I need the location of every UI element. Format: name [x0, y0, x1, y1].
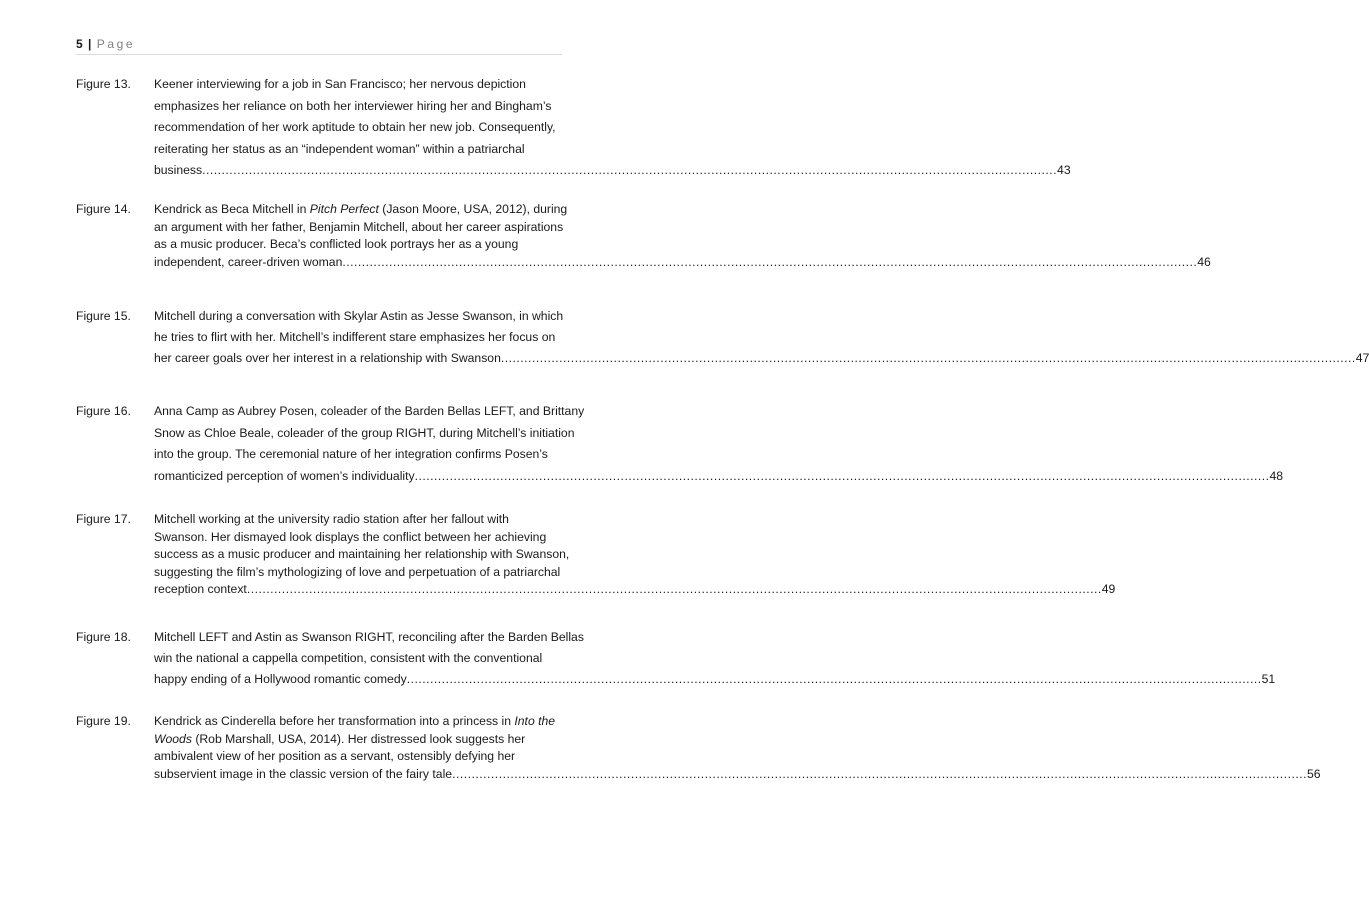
caption-line — [154, 529, 564, 547]
page-reference: 56 — [1307, 766, 1321, 781]
page-reference: 51 — [1261, 672, 1276, 686]
caption-line — [154, 766, 1321, 784]
page-reference: 49 — [1101, 582, 1116, 596]
caption-line — [154, 117, 564, 139]
caption-text: he tries to flirt with her. Mitchell’s indifferent stare emphasizes her focus on — [154, 330, 556, 344]
dot-leader: ............................................................................................................................................................................................................................ — [406, 672, 1262, 686]
caption-line — [154, 160, 1071, 182]
dot-leader: ............................................................................................................................................................................................................................ — [500, 351, 1356, 365]
caption-text: Mitchell LEFT and Astin as Swanson RIGHT, reconciling after the Barden Bellas — [154, 630, 584, 644]
caption-text: reception context — [154, 582, 247, 596]
page-reference: 46 — [1197, 254, 1211, 269]
caption-text: ambivalent view of her position as a servant, ostensibly defying her — [154, 749, 516, 763]
figure-entry — [76, 306, 1369, 369]
caption-text: independent, career-driven woman — [154, 254, 343, 269]
dot-leader: ............................................................................................................................................................................................................................ — [202, 163, 1058, 177]
caption-line — [154, 466, 1284, 488]
caption-text: Snow as Chloe Beale, coleader of the group RIGHT, during Mitchell’s initiation — [154, 425, 575, 440]
figure-label: Figure 13. — [76, 77, 131, 91]
caption-line — [154, 401, 585, 423]
dot-leader: ............................................................................................................................................................................................................................ — [452, 766, 1307, 781]
caption-text: subservient image in the classic version of the fairy tale — [154, 766, 453, 781]
caption-text: Swanson. Her dismayed look displays the conflict between her achieving — [154, 529, 547, 544]
caption-line — [154, 444, 564, 466]
figure-entry — [76, 627, 1276, 690]
caption-line — [154, 254, 1211, 272]
caption-line — [154, 306, 564, 327]
caption-text: suggesting the film’s mythologizing of love and perpetuation of a patriarchal — [154, 564, 561, 579]
figure-label: Figure 14. — [76, 202, 131, 216]
caption-line — [154, 201, 568, 219]
dot-leader: ............................................................................................................................................................................................................................ — [342, 254, 1198, 269]
caption-text: Kendrick as Beca Mitchell in — [154, 202, 310, 216]
caption-line — [154, 546, 570, 564]
film-title: Into the — [514, 714, 556, 728]
caption-line — [154, 139, 564, 161]
caption-text: reiterating her status as an “independent woman” within a patriarchal — [154, 141, 525, 156]
figure-entry — [76, 74, 1071, 182]
figure-entry — [76, 201, 1211, 271]
caption-line — [154, 348, 1369, 369]
caption-text: Mitchell working at the university radio station after her fallout with — [154, 512, 509, 526]
page-reference: 43 — [1057, 163, 1071, 177]
page-number: 5 — [76, 37, 83, 51]
caption-text: Kendrick as Cinderella before her transformation into a princess in — [154, 714, 515, 728]
caption-line — [154, 627, 584, 648]
page-header — [76, 36, 562, 55]
caption-line-text — [154, 766, 452, 784]
dot-leader: ............................................................................................................................................................................................................................ — [246, 582, 1102, 596]
caption-line-text — [154, 254, 342, 272]
caption-line — [154, 564, 564, 582]
header-separator: | — [88, 37, 92, 51]
figure-entry — [76, 511, 1116, 599]
dot-leader: ............................................................................................................................................................................................................................ — [414, 468, 1270, 483]
caption-line — [154, 219, 564, 237]
figure-label: Figure 17. — [76, 512, 131, 526]
film-title: Pitch Perfect — [309, 202, 379, 216]
figure-label: Figure 16. — [76, 404, 131, 418]
caption-line — [154, 236, 564, 254]
figure-label: Figure 18. — [76, 630, 131, 644]
caption-line — [154, 511, 564, 529]
caption-line — [154, 648, 564, 669]
caption-line — [154, 74, 564, 96]
caption-text: her career goals over her interest in a relationship with Swanson — [154, 351, 501, 365]
film-title: Woods — [154, 731, 192, 746]
page-word: Page — [96, 37, 136, 51]
figure-label: Figure 19. — [76, 714, 131, 728]
caption-line-text — [154, 348, 501, 369]
caption-line-text — [154, 581, 247, 599]
caption-text: as a music producer. Beca’s conflicted look portrays her as a young — [154, 237, 519, 251]
caption-text: recommendation of her work aptitude to obtain her new job. Consequently, — [154, 120, 556, 134]
caption-text: an argument with her father, Benjamin Mitchell, about her career aspirations — [154, 219, 564, 234]
caption-text: into the group. The ceremonial nature of her integration confirms Posen’s — [154, 447, 548, 461]
caption-line — [154, 327, 564, 348]
caption-text: Mitchell during a conversation with Skylar Astin as Jesse Swanson, in which — [154, 309, 564, 323]
caption-text: emphasizes her reliance on both her interviewer hiring her and Bingham’s — [154, 98, 552, 113]
caption-line-text — [154, 669, 407, 690]
caption-line — [154, 731, 564, 749]
caption-text: (Jason Moore, USA, 2012), during — [378, 202, 568, 216]
caption-line — [154, 748, 564, 766]
caption-text: Keener interviewing for a job in San Francisco; her nervous depiction — [154, 77, 526, 91]
page-reference: 48 — [1269, 468, 1284, 483]
caption-text: happy ending of a Hollywood romantic comedy — [154, 672, 407, 686]
caption-text: Anna Camp as Aubrey Posen, coleader of the Barden Bellas LEFT, and Brittany — [154, 404, 585, 418]
figure-label: Figure 15. — [76, 309, 131, 323]
caption-line — [154, 669, 1276, 690]
caption-text: success as a music producer and maintaining her relationship with Swanson, — [154, 547, 570, 561]
caption-line — [154, 713, 564, 731]
caption-line — [154, 423, 575, 445]
page-reference: 47 — [1355, 351, 1369, 365]
caption-text: win the national a cappella competition, consistent with the conventional — [154, 651, 543, 665]
caption-line-text — [154, 466, 415, 488]
caption-text: (Rob Marshall, USA, 2014). Her distressed look suggests her — [191, 731, 526, 746]
caption-text: business — [154, 163, 203, 177]
caption-text: romanticized perception of women’s individuality — [154, 468, 415, 483]
caption-line — [154, 96, 564, 118]
figure-entry — [76, 401, 1284, 487]
caption-line — [154, 581, 1116, 599]
figure-entry — [76, 713, 1321, 783]
caption-line-text — [154, 160, 202, 182]
